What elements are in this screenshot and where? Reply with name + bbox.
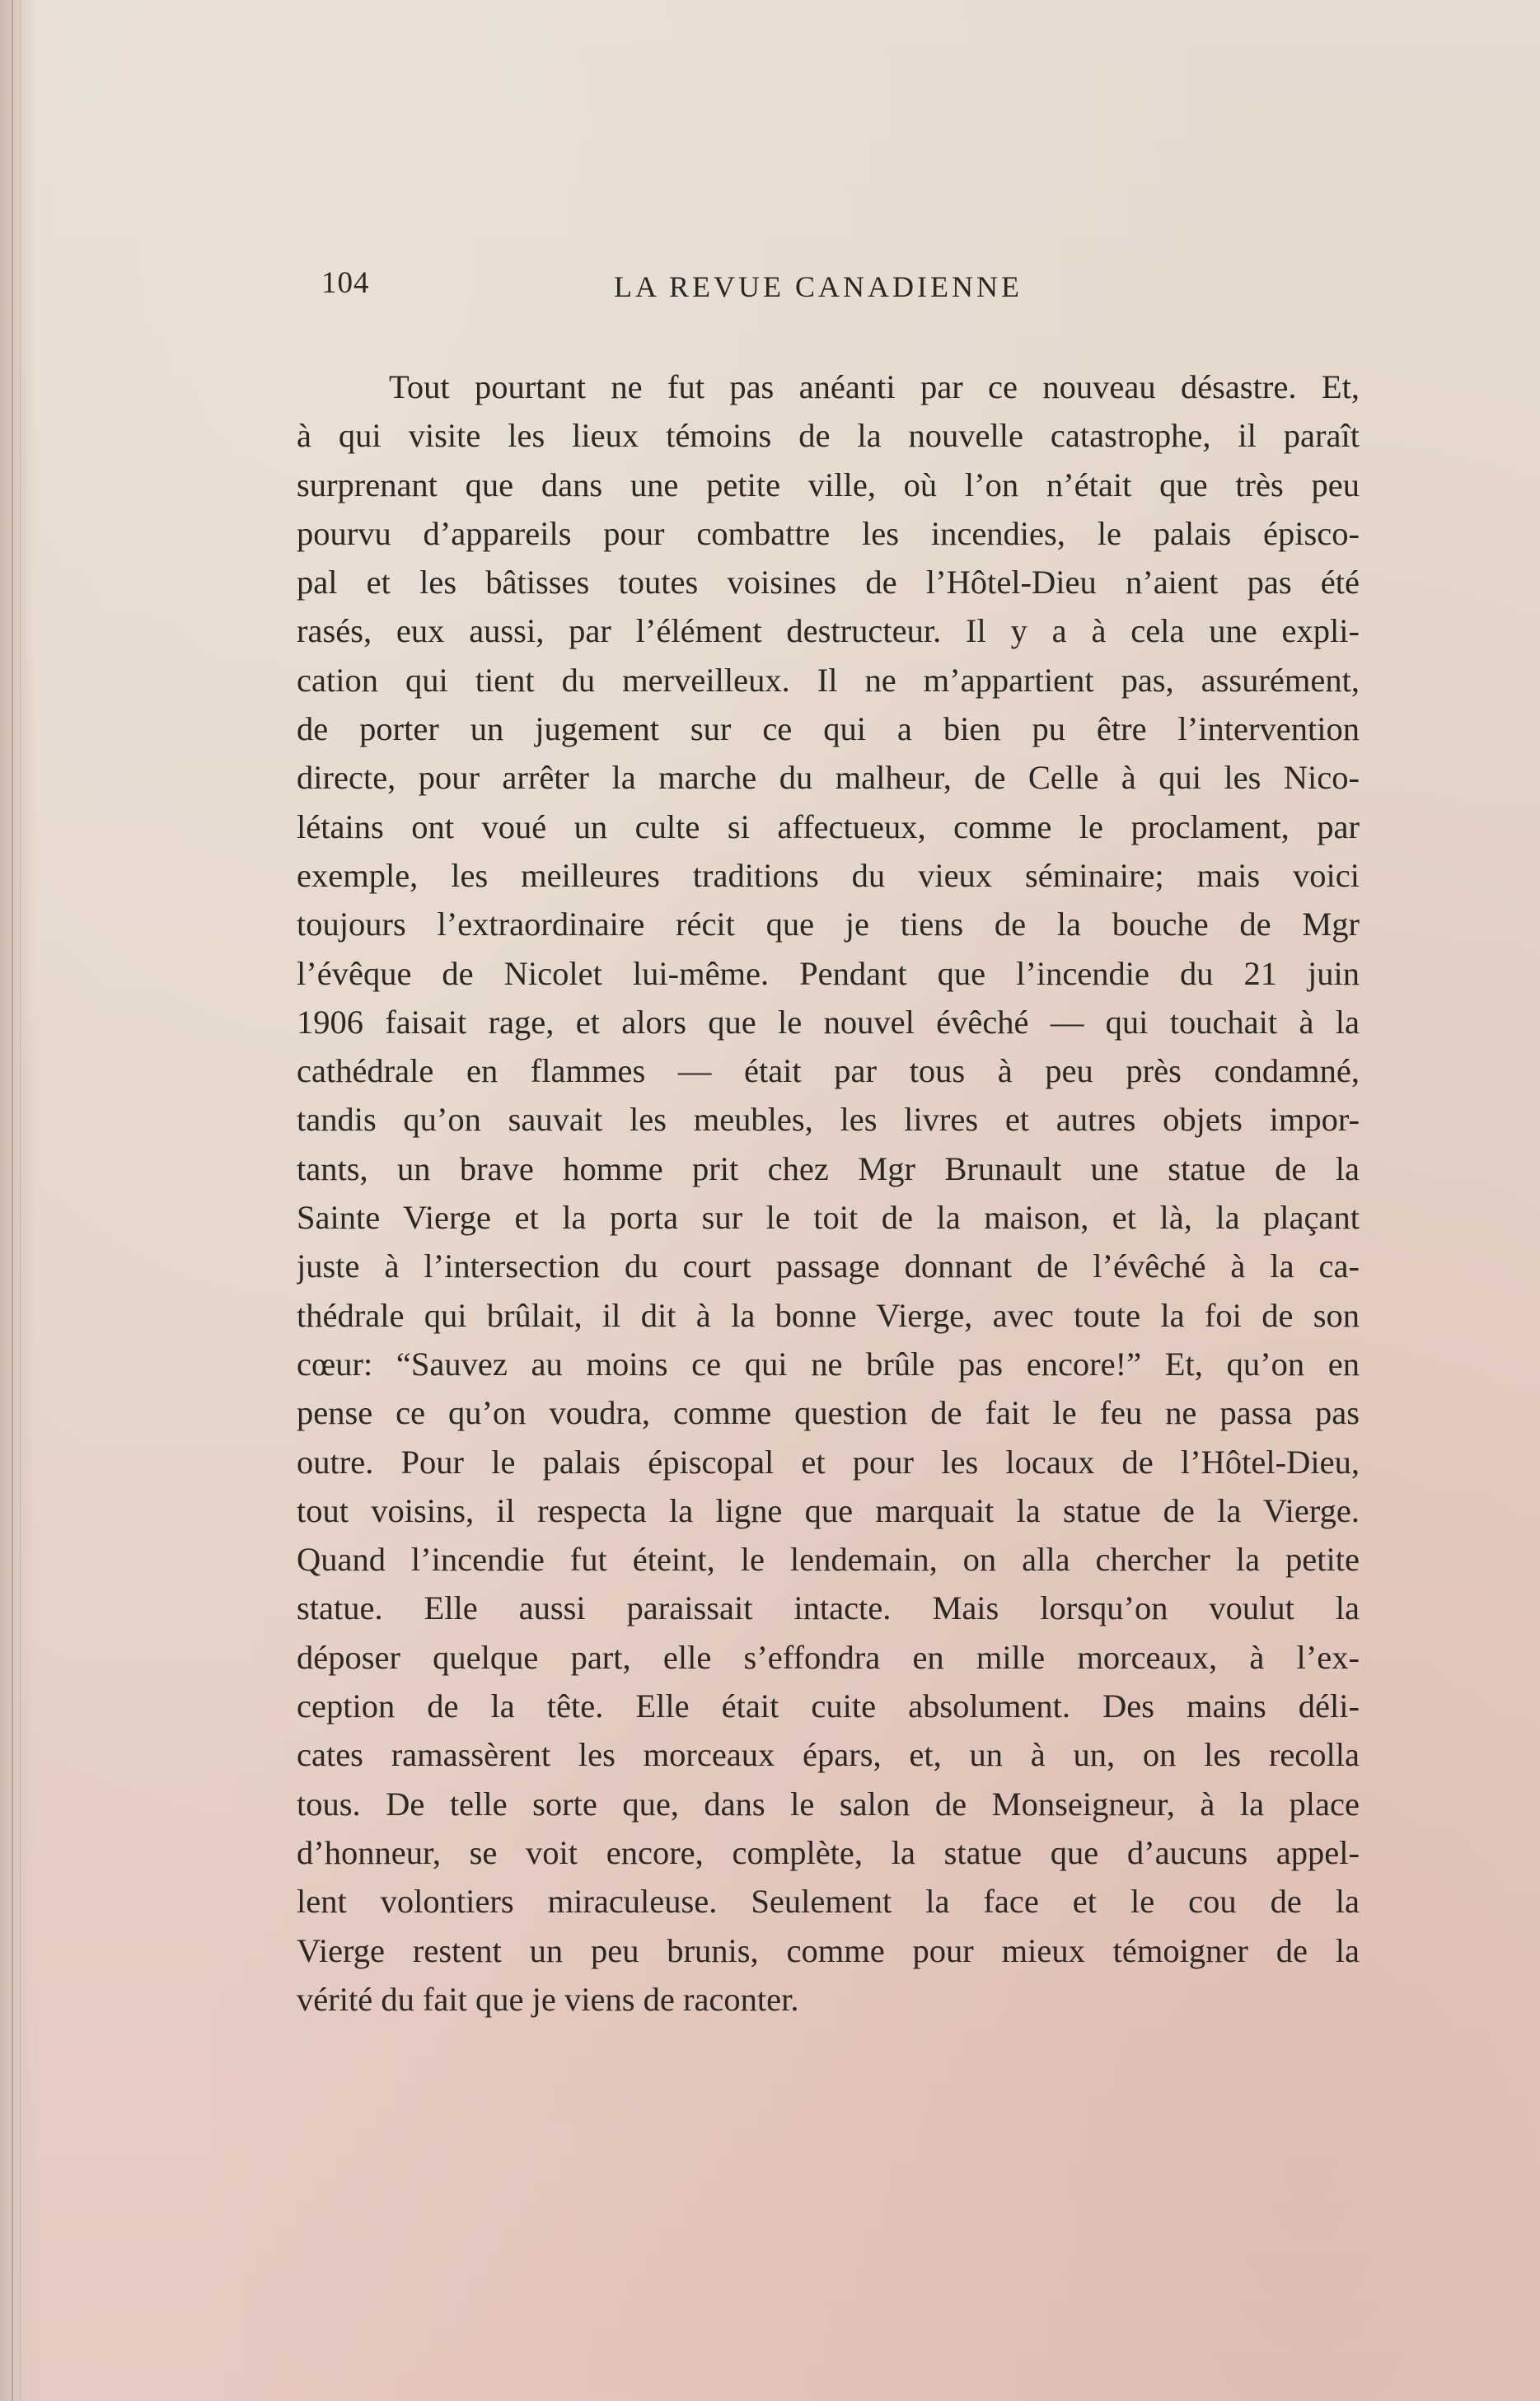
- text-line: Vierge restent un peu brunis, comme pour mieux témoigner de la: [297, 1931, 1360, 1969]
- running-head: [321, 265, 1360, 315]
- text-line: juste à l’intersection du court passage donnant de l’évêché à la ca-: [297, 1247, 1360, 1285]
- text-line: tandis qu’on sauvait les meubles, les livres et autres objets impor-: [297, 1101, 1360, 1139]
- page-edge: [0, 0, 36, 2401]
- journal-title: LA REVUE CANADIENNE: [614, 270, 1023, 303]
- text-line: ception de la tête. Elle était cuite absolument. Des mains déli-: [297, 1687, 1360, 1725]
- text-line: Sainte Vierge et la porta sur le toit de la maison, et là, la plaçant: [297, 1199, 1360, 1237]
- text-line: cœur: “Sauvez au moins ce qui ne brûle pas encore!” Et, qu’on en: [297, 1345, 1360, 1383]
- text-line: cates ramassèrent les morceaux épars, et, un à un, on les recolla: [297, 1736, 1360, 1774]
- text-line: thédrale qui brûlait, il dit à la bonne Vierge, avec toute la foi de son: [297, 1296, 1360, 1334]
- text-line: pense ce qu’on voudra, comme question de fait le feu ne passa pas: [297, 1394, 1360, 1432]
- text-line: outre. Pour le palais épiscopal et pour les locaux de l’Hôtel-Dieu,: [297, 1443, 1360, 1481]
- text-line: Tout pourtant ne fut pas anéanti par ce nouveau désastre. Et,: [389, 368, 1360, 405]
- text-line: cathédrale en flammes — était par tous à peu près condamné,: [297, 1052, 1360, 1090]
- text-line: statue. Elle aussi paraissait intacte. Mais lorsqu’on voulut la: [297, 1589, 1360, 1627]
- text-line: l’évêque de Nicolet lui-même. Pendant que l’incendie du 21 juin: [297, 954, 1360, 992]
- text-line: létains ont voué un culte si affectueux, comme le proclament, par: [297, 807, 1360, 845]
- text-line: Quand l’incendie fut éteint, le lendemain, on alla chercher la petite: [297, 1541, 1360, 1579]
- text-line: tout voisins, il respecta la ligne que marquait la statue de la Vierge.: [297, 1491, 1360, 1529]
- body-paragraph: [297, 363, 1360, 2024]
- text-line: toujours l’extraordinaire récit que je tiens de la bouche de Mgr: [297, 906, 1360, 943]
- text-line: d’honneur, se voit encore, complète, la statue que d’aucuns appel-: [297, 1833, 1360, 1871]
- text-line: tous. De telle sorte que, dans le salon de Monseigneur, à la place: [297, 1785, 1360, 1823]
- text-line: de porter un jugement sur ce qui a bien pu être l’intervention: [297, 710, 1360, 748]
- text-line: vérité du fait que je viens de raconter.: [297, 1980, 799, 2018]
- text-line: déposer quelque part, elle s’effondra en mille morceaux, à l’ex-: [297, 1638, 1360, 1676]
- text-line: surprenant que dans une petite ville, où l’on n’était que très peu: [297, 466, 1360, 503]
- text-line: tants, un brave homme prit chez Mgr Brunault une statue de la: [297, 1149, 1360, 1187]
- page-number: 104: [321, 266, 370, 300]
- text-line: directe, pour arrêter la marche du malheur, de Celle à qui les Nico-: [297, 759, 1360, 797]
- text-line: pal et les bâtisses toutes voisines de l’Hôtel-Dieu n’aient pas été: [297, 564, 1360, 601]
- text-line: exemple, les meilleures traditions du vieux séminaire; mais voici: [297, 856, 1360, 894]
- text-line: 1906 faisait rage, et alors que le nouvel évêché — qui touchait à la: [297, 1003, 1360, 1041]
- text-line: à qui visite les lieux témoins de la nouvelle catastrophe, il paraît: [297, 417, 1360, 455]
- text-line: pourvu d’appareils pour combattre les incendies, le palais épisco-: [297, 514, 1360, 552]
- text-line: cation qui tient du merveilleux. Il ne m’appartient pas, assurément,: [297, 661, 1360, 699]
- text-line: lent volontiers miraculeuse. Seulement la face et le cou de la: [297, 1883, 1360, 1921]
- text-line: rasés, eux aussi, par l’élément destructeur. Il y a à cela une expli-: [297, 612, 1360, 650]
